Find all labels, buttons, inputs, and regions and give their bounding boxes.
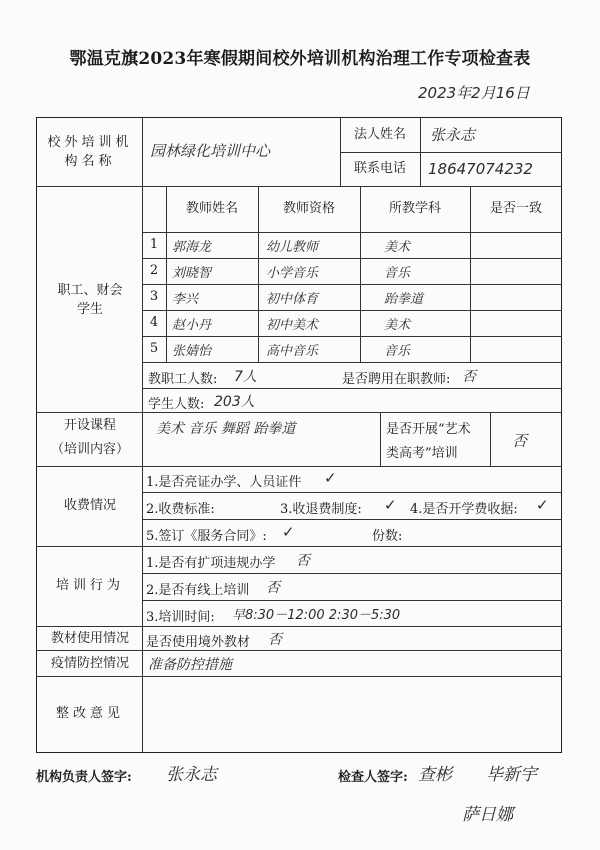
employees-value: 7人 bbox=[234, 369, 257, 385]
courses-label-sub: （培训内容） bbox=[50, 442, 129, 458]
teacher-name: 刘晓智 bbox=[172, 266, 212, 281]
org-name-value: 园林绿化培训中心 bbox=[150, 142, 271, 160]
teacher-subject: 音乐 bbox=[384, 266, 411, 281]
epidemic-value: 准备防控措施 bbox=[148, 657, 232, 673]
org-signature-label: 机构负责人签字: bbox=[36, 770, 132, 785]
row-divider bbox=[142, 362, 562, 363]
materials-question: 是否使用境外教材 bbox=[146, 635, 251, 650]
inspector-signature: 毕新宇 bbox=[486, 765, 537, 785]
courses-label: 开设课程 bbox=[63, 418, 116, 434]
behavior-item-expansion: 1.是否有扩项违规办学 bbox=[146, 556, 276, 571]
row-number: 5 bbox=[149, 341, 159, 357]
fee-item-license-mark: ✓ bbox=[324, 469, 337, 487]
materials-label: 教材使用情况 bbox=[50, 630, 129, 646]
fee-item-standard: 2.收费标准: bbox=[146, 502, 215, 517]
legal-person-label: 法人姓名 bbox=[353, 127, 406, 143]
row-number: 3 bbox=[149, 289, 159, 305]
row-divider bbox=[142, 258, 562, 259]
teacher-qualification: 初中体育 bbox=[266, 292, 319, 307]
courses-value: 美术 音乐 舞蹈 跆拳道 bbox=[156, 421, 296, 437]
behavior-item-online: 2.是否有线上培训 bbox=[146, 583, 250, 598]
fee-item-license: 1.是否亮证办学、人员证件 bbox=[146, 475, 302, 490]
fee-item-refund-mark: ✓ bbox=[384, 496, 397, 514]
org-name-label: 校外培训机构名称 bbox=[47, 134, 133, 169]
behavior-item-online-value: 否 bbox=[266, 580, 280, 596]
form-date: 2023年2月16日 bbox=[418, 84, 530, 102]
legal-person-value: 张永志 bbox=[430, 126, 476, 144]
behavior-item-expansion-value: 否 bbox=[296, 553, 310, 569]
row-number: 2 bbox=[149, 263, 159, 279]
teacher-qualification: 初中美术 bbox=[266, 318, 319, 333]
teacher-qualification: 小学音乐 bbox=[266, 266, 319, 281]
row-divider bbox=[142, 573, 562, 574]
teacher-name-header: 教师姓名 bbox=[185, 201, 238, 217]
behavior-item-hours-value: 早8:30－12:00 2:30－5:30 bbox=[232, 608, 401, 623]
teacher-subject: 美术 bbox=[384, 240, 411, 255]
phone-label: 联系电话 bbox=[353, 161, 406, 177]
row-divider bbox=[142, 600, 562, 601]
teacher-subject: 美术 bbox=[384, 318, 411, 333]
teacher-name: 郭海龙 bbox=[172, 240, 212, 255]
art-exam-label: 是否开展“艺术 bbox=[386, 422, 471, 437]
hire-active-teachers-value: 否 bbox=[462, 369, 476, 385]
fees-label: 收费情况 bbox=[63, 498, 116, 514]
row-divider bbox=[142, 232, 562, 233]
staff-section-label: 职工、财会学生 bbox=[57, 282, 123, 317]
teacher-name: 赵小丹 bbox=[172, 318, 212, 333]
teacher-qual-header: 教师资格 bbox=[282, 201, 335, 217]
epidemic-label: 疫情防控情况 bbox=[50, 655, 129, 671]
rectify-label: 整改意见 bbox=[55, 706, 124, 722]
teacher-name: 李兴 bbox=[172, 292, 199, 307]
inspector-signature-label: 检查人签字: bbox=[338, 770, 408, 785]
col-divider bbox=[380, 412, 381, 466]
fee-item-refund: 3.收退费制度: bbox=[280, 502, 362, 517]
col-divider bbox=[420, 118, 421, 186]
teacher-subject: 音乐 bbox=[384, 344, 411, 359]
employees-label: 教职工人数: bbox=[148, 372, 218, 387]
subject-header: 所教学科 bbox=[388, 201, 441, 217]
fee-item-contract-mark: ✓ bbox=[282, 523, 295, 541]
row-divider bbox=[142, 310, 562, 311]
form-title: 鄂温克旗2023年寒假期间校外培训机构治理工作专项检查表 bbox=[69, 49, 531, 69]
students-label: 学生人数: bbox=[148, 397, 205, 412]
art-exam-label-sub: 类高考”培训 bbox=[386, 446, 458, 461]
behavior-label: 培训行为 bbox=[55, 578, 124, 594]
fee-item-receipt-mark: ✓ bbox=[536, 496, 549, 514]
row-divider bbox=[142, 284, 562, 285]
behavior-item-hours: 3.培训时间: bbox=[146, 610, 215, 625]
col-divider bbox=[490, 412, 491, 466]
match-header: 是否一致 bbox=[489, 201, 542, 217]
row-number: 4 bbox=[149, 315, 159, 331]
row-divider bbox=[36, 412, 562, 413]
org-signature: 张永志 bbox=[166, 765, 217, 785]
row-divider bbox=[142, 388, 562, 389]
fee-item-contract: 5.签订《服务合同》: bbox=[146, 529, 267, 544]
row-divider bbox=[142, 336, 562, 337]
inspector-signature: 查彬 bbox=[418, 765, 452, 785]
row-divider bbox=[142, 492, 562, 493]
teacher-qualification: 高中音乐 bbox=[266, 344, 319, 359]
inspector-signature: 萨日娜 bbox=[462, 805, 513, 825]
teacher-subject: 跆拳道 bbox=[384, 292, 424, 307]
students-value: 203人 bbox=[214, 394, 255, 410]
contract-copies-label: 份数: bbox=[372, 529, 403, 544]
fee-item-receipt: 4.是否开学费收据: bbox=[410, 502, 518, 517]
teacher-qualification: 幼儿教师 bbox=[266, 240, 319, 255]
teacher-name: 张婧怡 bbox=[172, 344, 212, 359]
col-divider bbox=[142, 118, 143, 753]
art-exam-value: 否 bbox=[512, 432, 528, 450]
phone-value: 18647074232 bbox=[428, 160, 533, 178]
hire-active-teachers-label: 是否聘用在职教师: bbox=[342, 372, 451, 387]
materials-value: 否 bbox=[268, 632, 282, 648]
row-divider bbox=[142, 519, 562, 520]
row-number: 1 bbox=[149, 237, 159, 253]
